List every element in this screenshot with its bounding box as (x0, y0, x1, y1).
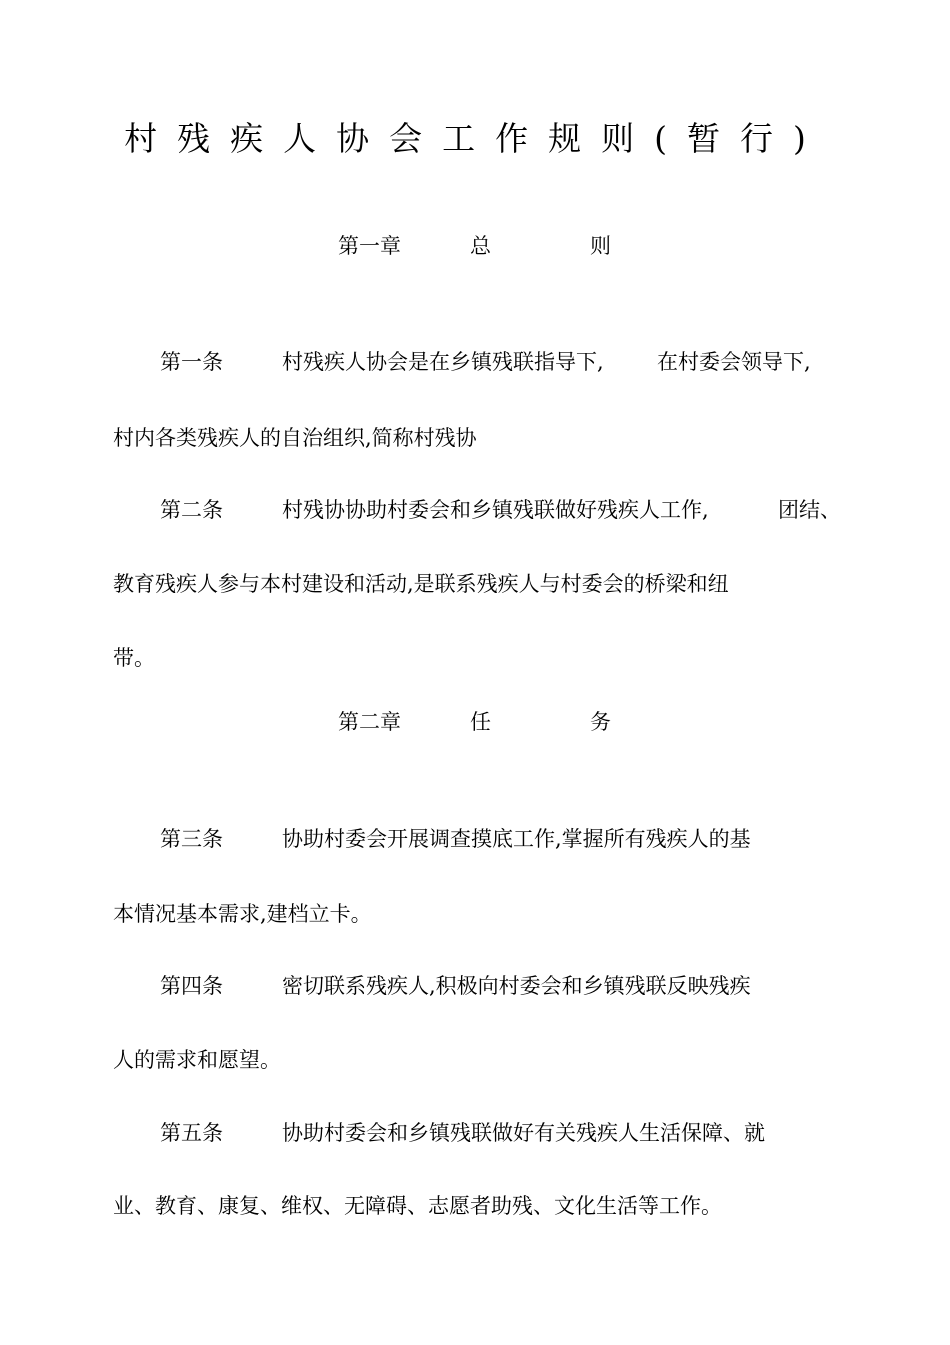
article-4-line-1: 密切联系残疾人,积极向村委会和乡镇残联反映残疾 (282, 974, 751, 998)
document-title: 村残疾人协会工作规则(暂行) (124, 119, 826, 158)
chapter-1-name-part1: 总 (470, 234, 491, 258)
article-1-label: 第一条 (160, 350, 223, 374)
article-2-label: 第二条 (160, 498, 223, 522)
article-4-label: 第四条 (160, 974, 223, 998)
article-2-line-4: 带。 (113, 646, 155, 670)
article-2-line-2: 团结、 (778, 498, 841, 522)
chapter-1-number: 第一章 (338, 234, 401, 258)
article-5-line-1: 协助村委会和乡镇残联做好有关残疾人生活保障、就 (282, 1121, 765, 1145)
article-1-line-3: 村内各类残疾人的自治组织,简称村残协 (113, 426, 477, 450)
article-1-line-1: 村残疾人协会是在乡镇残联指导下, (282, 350, 604, 374)
article-2-line-3: 教育残疾人参与本村建设和活动,是联系残疾人与村委会的桥梁和纽 (113, 572, 729, 596)
chapter-2-name-part1: 任 (470, 710, 491, 734)
chapter-1-name-part2: 则 (590, 234, 611, 258)
chapter-2-number: 第二章 (338, 710, 401, 734)
article-3-line-2: 本情况基本需求,建档立卡。 (113, 902, 372, 926)
chapter-2-name-part2: 务 (590, 710, 611, 734)
article-5-label: 第五条 (160, 1121, 223, 1145)
article-4-line-2: 人的需求和愿望。 (113, 1048, 281, 1072)
article-5-line-2: 业、教育、康复、维权、无障碍、志愿者助残、文化生活等工作。 (113, 1194, 722, 1218)
article-2-line-1: 村残协协助村委会和乡镇残联做好残疾人工作, (282, 498, 709, 522)
article-3-line-1: 协助村委会开展调查摸底工作,掌握所有残疾人的基 (282, 827, 751, 851)
article-3-label: 第三条 (160, 827, 223, 851)
article-1-line-2: 在村委会领导下, (657, 350, 811, 374)
